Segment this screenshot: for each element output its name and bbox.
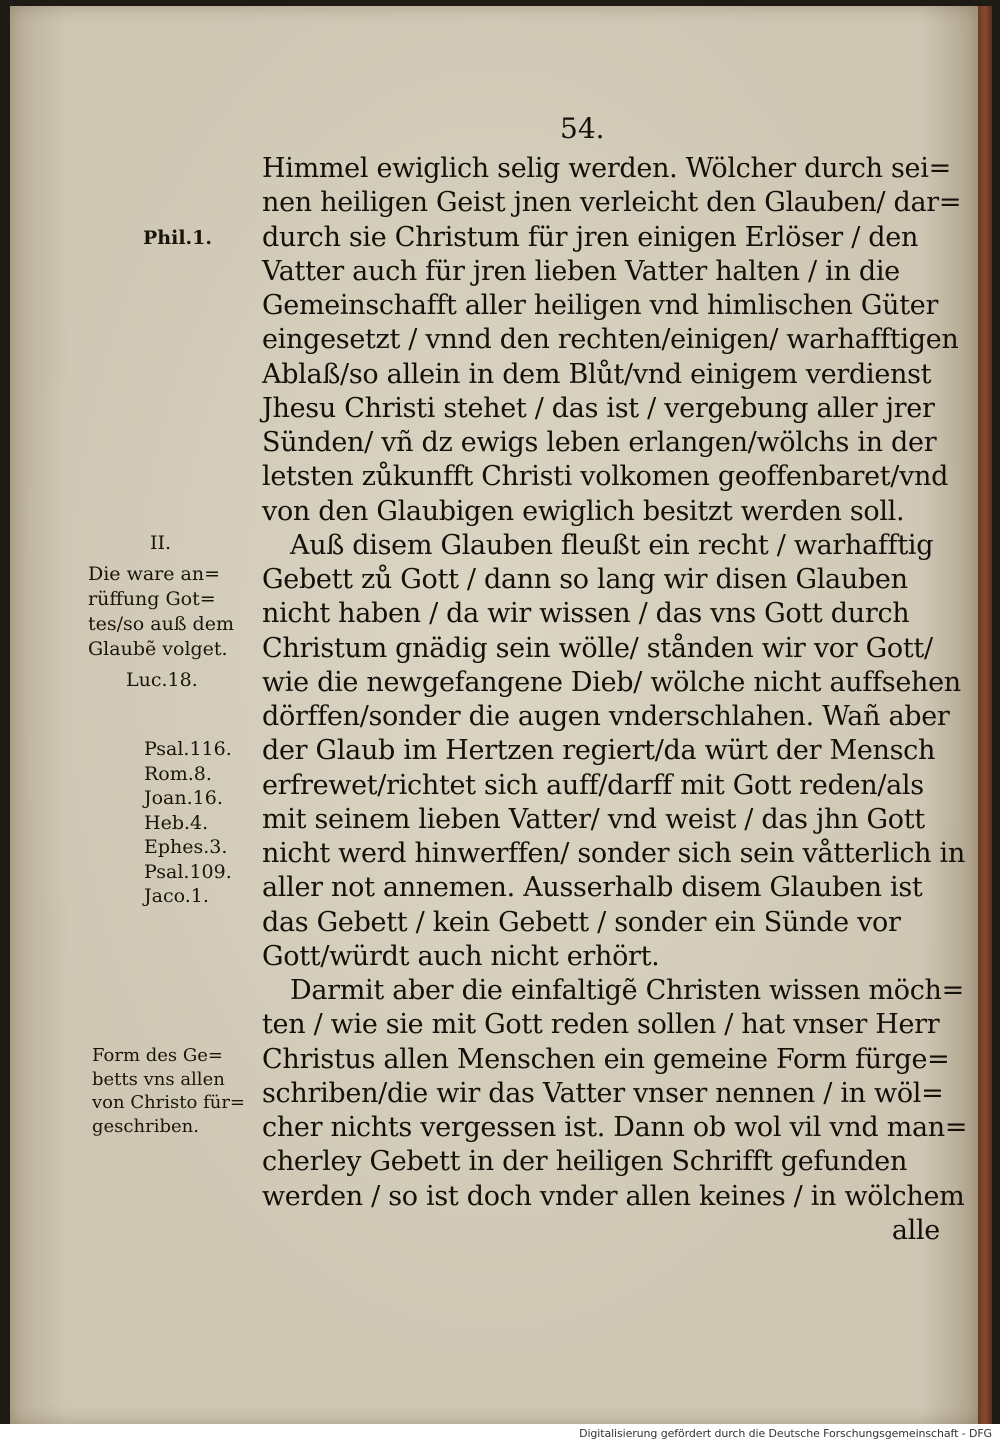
text-line: werden / so ist doch vnder allen keines / in wölchem [262, 1180, 965, 1212]
section-number: II. [150, 532, 172, 554]
text-line: nen heiligen Geist jnen verleicht den Glauben/ dar= [262, 187, 962, 219]
text-line: von den Glaubigen ewiglich besitzt werden soll. [262, 495, 905, 527]
margin-ref: Heb.4. [144, 811, 209, 834]
text-line: Christus allen Menschen ein gemeine Form fürge= [262, 1043, 950, 1075]
text-line: nicht haben / da wir wissen / das vns Gott durch [262, 598, 910, 630]
text-line: der Glaub im Hertzen regiert/da würt der Mensch [262, 735, 936, 767]
text-line: Jhesu Christi stehet / das ist / vergebung aller jrer [262, 392, 935, 424]
margin-note-ware-anruffung [88, 562, 234, 662]
margin-ref: Psal.116. [144, 738, 232, 760]
margin-note-line: tes/so auß dem [88, 613, 234, 635]
margin-ref-phil: Phil.1. [143, 227, 212, 249]
text-line: das Gebett / kein Gebett / sonder ein Sünde vor [262, 906, 901, 938]
text-line: cherley Gebett in der heiligen Schrifft gefunden [262, 1146, 908, 1178]
text-line: nicht werd hinwerffen/ sonder sich sein våtterlich in [262, 838, 965, 869]
text-line: cher nichts vergessen ist. Dann ob wol vil vnd man= [262, 1112, 968, 1143]
text-line: aller not annemen. Ausserhalb disem Glauben ist [262, 872, 923, 904]
margin-ref: Joan.16. [144, 787, 223, 809]
text-line: erfrewet/richtet sich auff/darff mit Gott reden/als [262, 769, 924, 801]
text-line: durch sie Christum für jren einigen Erlöser / den [262, 221, 919, 253]
margin-note-line: Die ware an= [88, 563, 221, 585]
margin-note-form-des-gebetts [92, 1044, 245, 1138]
text-line: eingesetzt / vnnd den rechten/einigen/ warhafftigen [262, 324, 959, 356]
text-line: Auß disem Glauben fleußt ein recht / warhafftig [290, 529, 934, 561]
margin-ref-luc: Luc.18. [126, 669, 198, 691]
margin-note-line: geschriben. [92, 1115, 199, 1137]
text-line: Darmit aber die einfaltigẽ Christen wissen möch= [290, 975, 964, 1006]
margin-ref: Jaco.1. [144, 885, 209, 907]
text-line: mit seinem lieben Vatter/ vnd weist / das jhn Gott [262, 803, 925, 835]
text-line: Ablaß/so allein in dem Blůt/vnd einigem verdienst [262, 358, 932, 390]
text-line: letsten zůkunfft Christi volkomen geoffenbaret/vnd [262, 461, 949, 493]
margin-note-line: Form des Ge= [92, 1045, 223, 1066]
text-line: dörffen/sonder die augen vnderschlahen. Wañ aber [262, 701, 950, 732]
text-line: Gemeinschafft aller heiligen vnd himlischen Güter [262, 290, 939, 321]
text-line: schriben/die wir das Vatter vnser nennen / in wöl= [262, 1077, 944, 1109]
margin-ref: Ephes.3. [144, 836, 228, 858]
margin-note-line: von Christo für= [92, 1092, 246, 1113]
text-line: Gott/würdt auch nicht erhört. [262, 940, 660, 972]
text-line: wie die newgefangene Dieb/ wölche nicht auffsehen [262, 666, 961, 698]
margin-ref: Psal.109. [144, 860, 232, 883]
text-line: ten / wie sie mit Gott reden sollen / hat vnser Herr [262, 1009, 940, 1041]
margin-ref: Rom.8. [144, 762, 212, 785]
text-line: Sünden/ vñ dz ewigs leben erlangen/wölchs in der [262, 427, 937, 458]
book-spine-edge [978, 6, 992, 1424]
body-text [262, 152, 968, 1248]
text-line: Christum gnädig sein wölle/ stånden wir vor Gott/ [262, 632, 933, 664]
margin-note-line: betts vns allen [92, 1068, 225, 1090]
margin-note-line: rüffung Got= [88, 588, 216, 610]
margin-references [144, 737, 232, 909]
catchword: alle [891, 1214, 940, 1246]
text-line: Vatter auch für jren lieben Vatter halten / in die [262, 255, 900, 287]
text-line: Gebett zů Gott / dann so lang wir disen Glauben [262, 564, 908, 595]
margin-note-line: Glaubẽ volget. [88, 638, 228, 660]
page-number: 54. [560, 112, 605, 145]
digitization-credit: Digitalisierung gefördert durch die Deutsche Forschungsgemeinschaft - DFG [579, 1427, 992, 1440]
text-line: Himmel ewiglich selig werden. Wölcher durch sei= [262, 153, 951, 184]
